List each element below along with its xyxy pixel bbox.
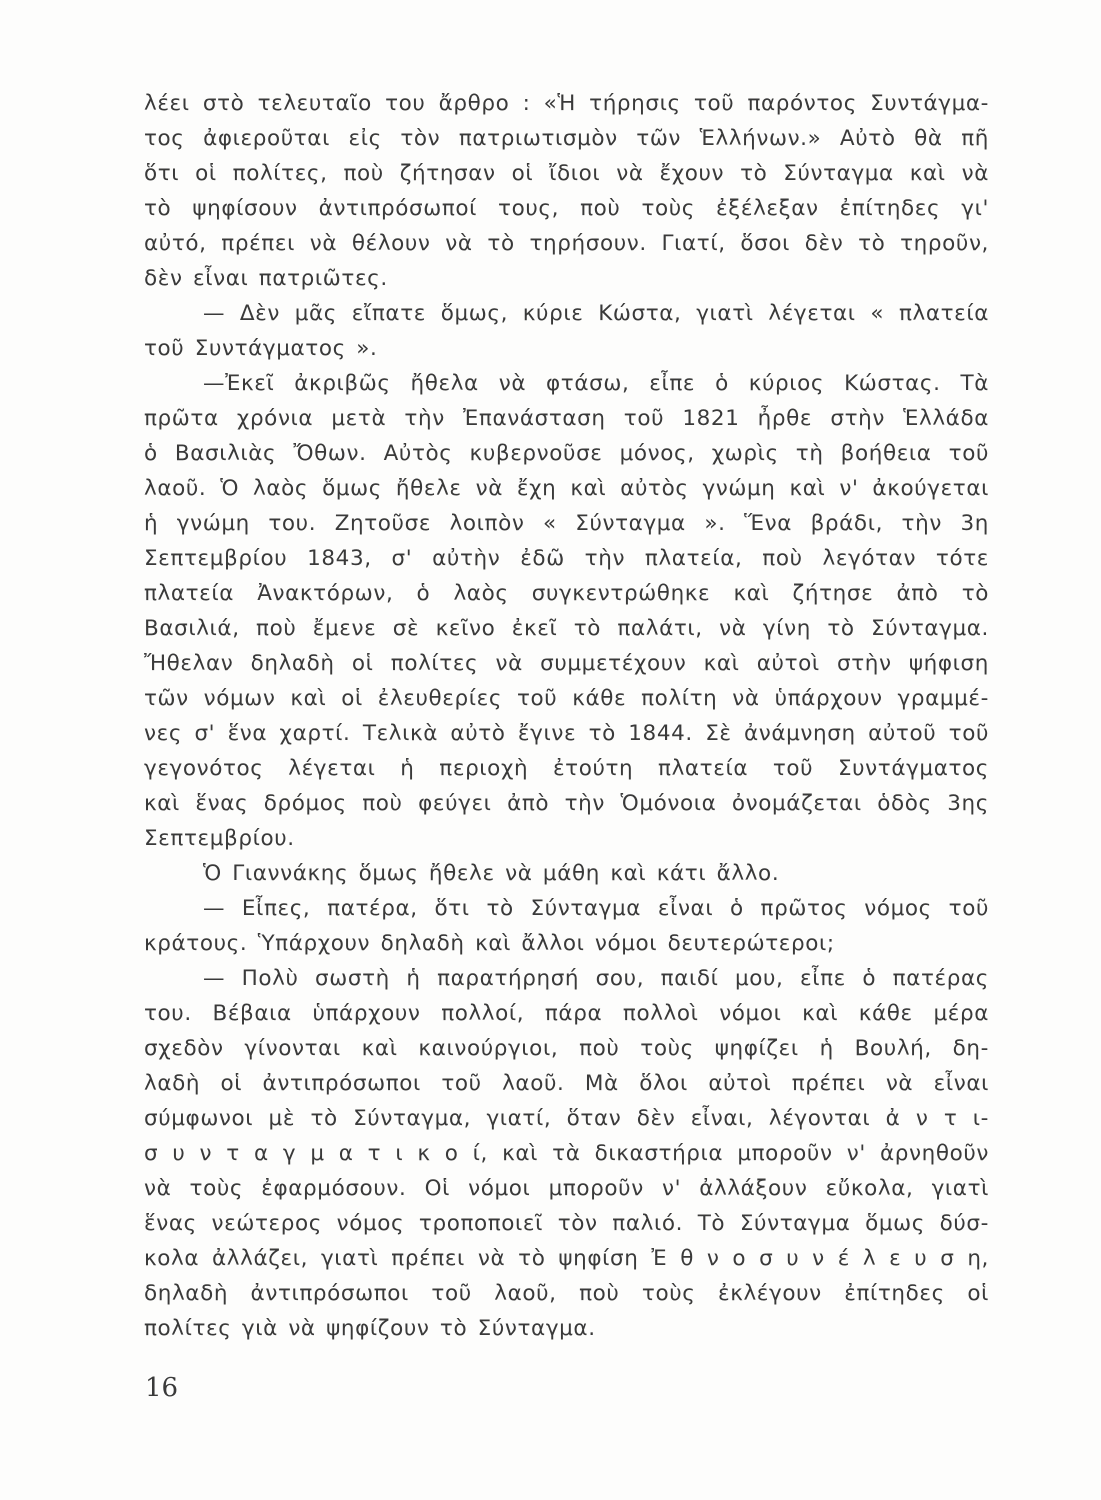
text-line: σχεδὸν γίνονται καὶ καινούργιοι, ποὺ τοὺς ψηφίζει ἡ Βουλή, δη- [144, 1036, 989, 1061]
text-line: πλατεία Ἀνακτόρων, ὁ λαὸς συγκεντρώθηκε καὶ ζήτησε ἀπὸ τὸ [144, 581, 989, 606]
text-line: νὰ τοὺς ἐφαρμόσουν. Οἱ νόμοι μποροῦν ν' ἀλλάξουν εὔκολα, γιατὶ [144, 1176, 989, 1201]
text-line: λαδὴ οἱ ἀντιπρόσωποι τοῦ λαοῦ. Μὰ ὅλοι αὐτοὶ πρέπει νὰ εἶναι [144, 1071, 989, 1096]
text-line: ἕνας νεώτερος νόμος τροποποιεῖ τὸν παλιό. Τὸ Σύνταγμα ὅμως δύσ- [144, 1211, 989, 1236]
text-line: σ υ ν τ α γ μ α τ ι κ ο ί, καὶ τὰ δικαστήρια μποροῦν ν' ἀρνηθοῦν [144, 1141, 989, 1166]
text-line: ὁ Βασιλιὰς Ὄθων. Αὐτὸς κυβερνοῦσε μόνος, χωρὶς τὴ βοήθεια τοῦ [144, 441, 989, 466]
text-line: νες σ' ἕνα χαρτί. Τελικὰ αὐτὸ ἔγινε τὸ 1844. Σὲ ἀνάμνηση αὐτοῦ τοῦ [144, 721, 989, 746]
page-number: 16 [145, 1373, 179, 1403]
dialogue-line: —Ἐκεῖ ἀκριβῶς ἤθελα νὰ φτάσω, εἶπε ὁ κύριος Κώστας. Τὰ [203, 371, 989, 396]
text-line: αὐτό, πρέπει νὰ θέλουν νὰ τὸ τηρήσουν. Γιατί, ὅσοι δὲν τὸ τηροῦν, [144, 231, 989, 256]
text-line: τοῦ Συντάγματος ». [144, 336, 378, 361]
text-line: κράτους. Ὑπάρχουν δηλαδὴ καὶ ἄλλοι νόμοι δευτερώτεροι; [144, 931, 835, 956]
text-line: ἡ γνώμη του. Ζητοῦσε λοιπὸν « Σύνταγμα ». Ἕνα βράδι, τὴν 3η [144, 511, 989, 536]
text-line: κολα ἀλλάζει, γιατὶ πρέπει νὰ τὸ ψηφίση Ἐ θ ν ο σ υ ν έ λ ε υ σ η, [144, 1246, 989, 1271]
text-line: πρῶτα χρόνια μετὰ τὴν Ἐπανάσταση τοῦ 1821 ἦρθε στὴν Ἑλλάδα [144, 406, 989, 431]
text-line: Σεπτεμβρίου 1843, σ' αὐτὴν ἐδῶ τὴν πλατεία, ποὺ λεγόταν τότε [144, 546, 989, 571]
text-line: καὶ ἕνας δρόμος ποὺ φεύγει ἀπὸ τὴν Ὁμόνοια ὀνομάζεται ὁδὸς 3ης [144, 791, 989, 816]
dialogue-line: — Πολὺ σωστὴ ἡ παρατήρησή σου, παιδί μου, εἶπε ὁ πατέρας [203, 966, 989, 991]
paragraph-start-line: Ὁ Γιαννάκης ὅμως ἤθελε νὰ μάθη καὶ κάτι ἄλλο. [203, 861, 780, 886]
text-line: του. Βέβαια ὑπάρχουν πολλοί, πάρα πολλοὶ νόμοι καὶ κάθε μέρα [144, 1001, 989, 1026]
text-line: Σεπτεμβρίου. [144, 826, 295, 851]
text-line: λέει στὸ τελευταῖο του ἄρθρο : «Ἡ τήρησις τοῦ παρόντος Συντάγμα- [144, 91, 989, 116]
text-line: Ἤθελαν δηλαδὴ οἱ πολίτες νὰ συμμετέχουν καὶ αὐτοὶ στὴν ψήφιση [144, 651, 989, 676]
text-line: γεγονότος λέγεται ἡ περιοχὴ ἐτούτη πλατεία τοῦ Συντάγματος [144, 756, 989, 781]
text-line: ὅτι οἱ πολίτες, ποὺ ζήτησαν οἱ ἴδιοι νὰ ἔχουν τὸ Σύνταγμα καὶ νὰ [144, 161, 989, 186]
dialogue-line: — Εἶπες, πατέρα, ὅτι τὸ Σύνταγμα εἶναι ὁ πρῶτος νόμος τοῦ [203, 896, 989, 921]
text-line: τῶν νόμων καὶ οἱ ἐλευθερίες τοῦ κάθε πολίτη νὰ ὑπάρχουν γραμμέ- [144, 686, 989, 711]
text-line: λαοῦ. Ὁ λαὸς ὅμως ἤθελε νὰ ἔχη καὶ αὐτὸς γνώμη καὶ ν' ἀκούγεται [144, 476, 989, 501]
text-line: τὸ ψηφίσουν ἀντιπρόσωποί τους, ποὺ τοὺς ἐξέλεξαν ἐπίτηδες γι' [144, 196, 989, 221]
text-line: τος ἀφιεροῦται εἰς τὸν πατριωτισμὸν τῶν Ἑλλήνων.» Αὐτὸ θὰ πῆ [144, 126, 989, 151]
text-line: δηλαδὴ ἀντιπρόσωποι τοῦ λαοῦ, ποὺ τοὺς ἐκλέγουν ἐπίτηδες οἱ [144, 1281, 989, 1306]
text-line: Βασιλιά, ποὺ ἔμενε σὲ κεῖνο ἐκεῖ τὸ παλάτι, νὰ γίνη τὸ Σύνταγμα. [144, 616, 989, 641]
text-line: πολίτες γιὰ νὰ ψηφίζουν τὸ Σύνταγμα. [144, 1316, 596, 1341]
dialogue-line: — Δὲν μᾶς εἴπατε ὅμως, κύριε Κώστα, γιατὶ λέγεται « πλατεία [203, 301, 989, 326]
text-line: δὲν εἶναι πατριῶτες. [144, 266, 388, 291]
text-line: σύμφωνοι μὲ τὸ Σύνταγμα, γιατί, ὅταν δὲν εἶναι, λέγονται ἀ ν τ ι- [144, 1106, 989, 1131]
